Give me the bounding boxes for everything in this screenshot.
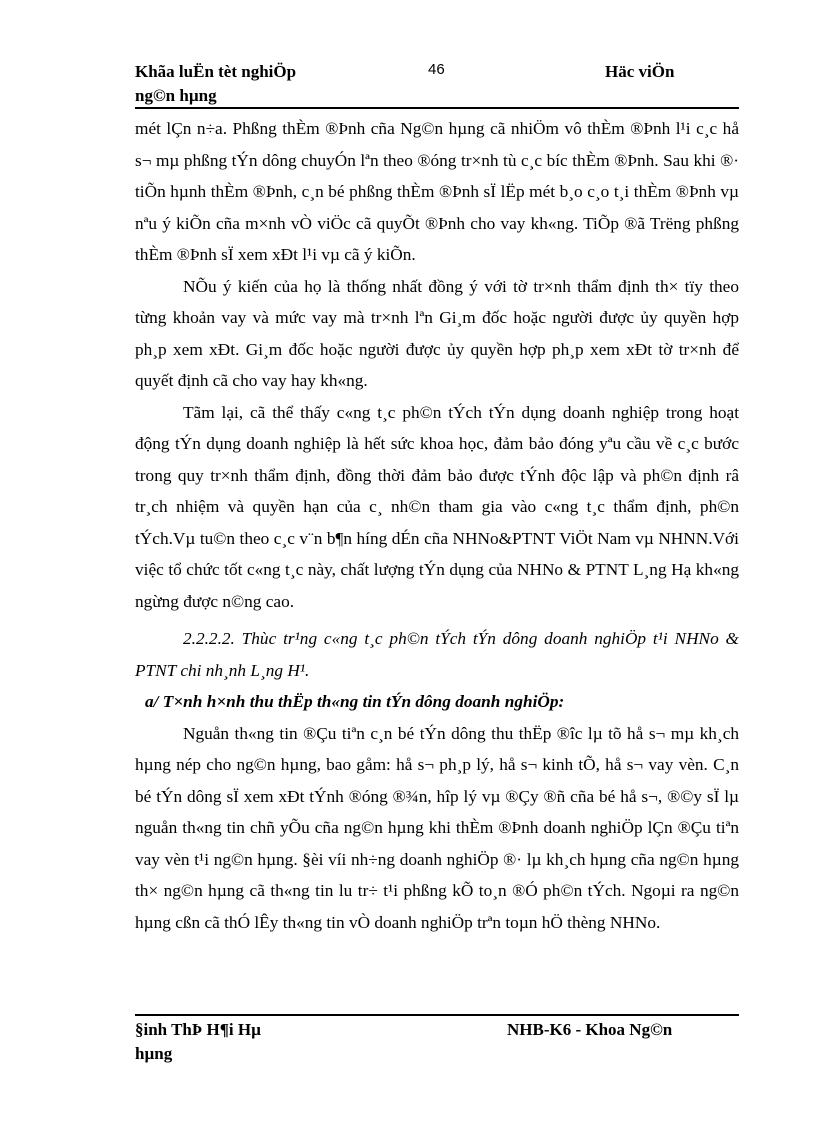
paragraph-4: Nguån th«ng tin ®Çu tiªn c¸n bé tÝn dông thu thËp ®îc lµ tõ hå s¬ mµ kh¸ch hµng nép cho ng©n hµng, bao gåm: hå s¬ ph¸p lý, hå s¬ kinh tÕ, hå s¬ vay vèn. C¸n bé tÝn dông sÏ xem xÐt tÝnh ®óng ®¾n, hîp lý vµ ®Çy ®ñ cña bé hå s¬, ®©y sÏ lµ nguån th«ng tin chñ yÕu cña ng©n hµng khi thÈm ®Þnh doanh nghiÖp lÇn ®Çu tiªn vay vèn t¹i ng©n hµng. §èi víi nh÷ng doanh nghiÖp ®· lµ kh¸ch hµng cña ng©n hµng th× ng©n hµng cã th«ng tin lu tr÷ t¹i phßng kÕ to¸n ®Ó ph©n tÝch. Ngoµi ra ng©n hµng cßn cã thÓ lÊy th«ng tin vÒ doanh nghiÖp trªn toµn hÖ thèng NHNo. (135, 723, 739, 932)
header-right: Häc viÖn (605, 62, 675, 81)
footer-left-line2: hµng (135, 1044, 173, 1063)
paragraph-1: mét lÇn n÷a. Phßng thÈm ®Þnh cña Ng©n hµng cã nhiÖm vô thÈm ®Þnh l¹i c¸c hå s¬ mµ phßng tÝn dông chuyÓn lªn theo ®óng tr×nh tù c¸c bíc thÈm ®Þnh. Sau khi ®· tiÕn hµnh thÈm ®Þnh, c¸n bé phßng thÈm ®Þnh sÏ lËp mét b¸o c¸o t¸i thÈm ®Þnh vµ nªu ý kiÕn cña m×nh vÒ viÖc cã quyÕt ®Þnh cho vay kh«ng. TiÕp ®ã Trëng phßng thÈm ®Þnh sÏ xem xÐt l¹i vµ cã ý kiÕn. (135, 119, 739, 264)
footer-rule (135, 1014, 739, 1016)
header-left-line2: ng©n hµng (135, 86, 217, 105)
paragraph-3: Tãm lại, cã thể thấy c«ng t¸c ph©n tÝch tÝn dụng doanh nghiệp trong hoạt động tÝn dụng doanh nghiệp là hết sức khoa học, đảm bảo đóng yªu cầu về c¸c bước trong quy tr×nh thẩm định, đồng thời đảm bảo được tÝnh độc lập và ph©n định râ tr¸ch nhiệm và quyền hạn của c¸ nh©n tham gia vào c«ng t¸c thẩm định, ph©n tÝch.Vµ tu©n theo c¸c v¨n b¶n híng dÉn cña NHNo&PTNT ViÖt Nam vµ NHNN.Với việc tổ chức tốt c«ng t¸c này, chất lượng tÝn dụng của NHNo & PTNT L¸ng Hạ kh«ng ngừng được n©ng cao. (135, 402, 739, 611)
header-rule (135, 107, 739, 109)
document-body (135, 113, 739, 938)
footer-right: NHB-K6 - Khoa Ng©n (507, 1020, 673, 1039)
header-left-line1: Khãa luËn tèt nghiÖp (135, 62, 297, 81)
page-number: 46 (428, 61, 445, 78)
paragraph-2: NÕu ý kiến của họ là thống nhất đồng ý với tờ tr×nh thẩm định th× tïy theo từng khoản vay và mức vay mà tr×nh lªn Gi¸m đốc hoặc người được ủy quyền hợp ph¸p xem xÐt. Gi¸m đốc hoặc người được ủy quyền hợp ph¸p xem xÐt tờ tr×nh để quyết định cã cho vay hay kh«ng. (135, 276, 739, 390)
footer-left-line1: §inh ThÞ H¶i Hµ (135, 1020, 261, 1039)
sub-heading: a/ T×nh h×nh thu thËp th«ng tin tÝn dông doanh nghiÖp: (145, 692, 565, 711)
section-title: 2.2.2.2. Thùc tr¹ng c«ng t¸c ph©n tÝch tÝn dông doanh nghiÖp t¹i NHNo & PTNT chi nh¸nh L¸ng H¹. (135, 629, 739, 680)
